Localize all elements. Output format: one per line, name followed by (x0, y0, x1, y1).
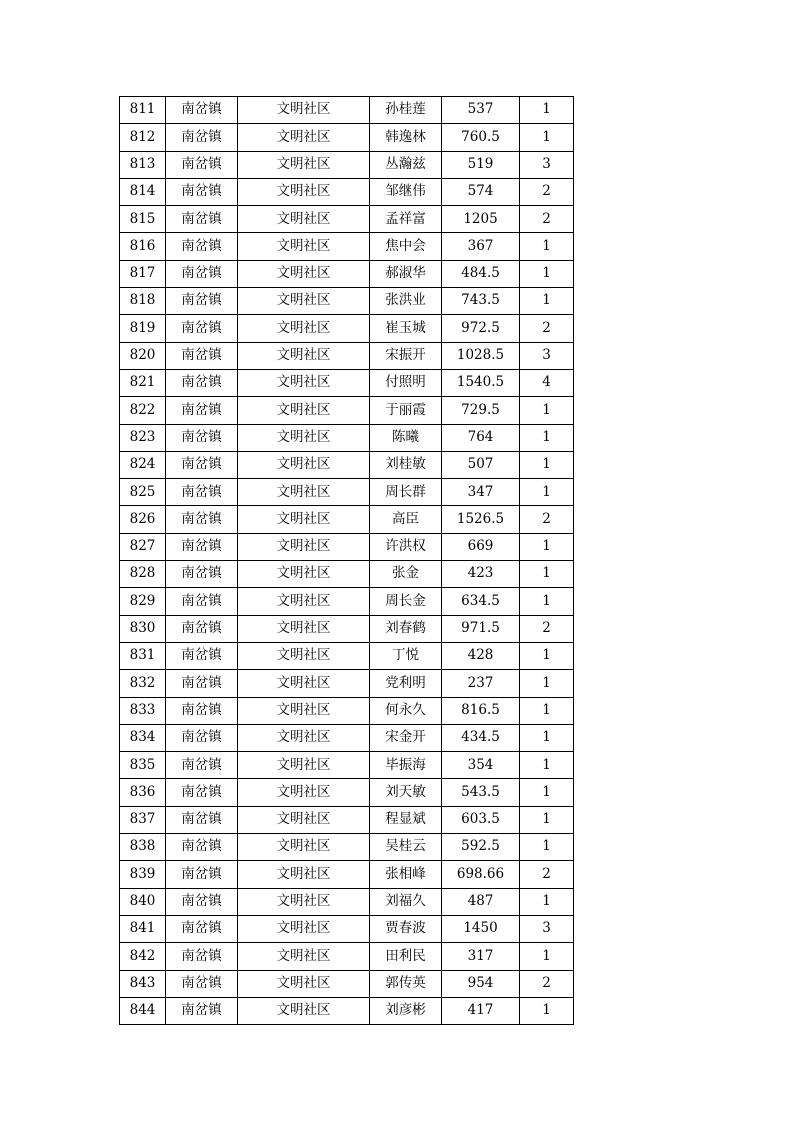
count-cell: 1 (520, 997, 574, 1024)
count-cell: 1 (520, 806, 574, 833)
name-cell: 张金 (370, 561, 442, 588)
row-number-cell: 816 (120, 233, 166, 260)
count-cell: 2 (520, 615, 574, 642)
count-cell: 2 (520, 178, 574, 205)
name-cell: 程显斌 (370, 806, 442, 833)
community-cell: 文明社区 (238, 943, 370, 970)
table-row (120, 342, 574, 369)
row-number-cell: 827 (120, 533, 166, 560)
community-cell: 文明社区 (238, 97, 370, 124)
community-cell: 文明社区 (238, 697, 370, 724)
table-row (120, 397, 574, 424)
row-number-cell: 828 (120, 561, 166, 588)
name-cell: 丁悦 (370, 642, 442, 669)
name-cell: 刘天敏 (370, 779, 442, 806)
row-number-cell: 833 (120, 697, 166, 724)
row-number-cell: 822 (120, 397, 166, 424)
amount-cell: 1205 (442, 206, 520, 233)
table-row (120, 206, 574, 233)
amount-cell: 603.5 (442, 806, 520, 833)
row-number-cell: 818 (120, 288, 166, 315)
name-cell: 韩逸林 (370, 124, 442, 151)
name-cell: 郭传英 (370, 970, 442, 997)
table-row (120, 151, 574, 178)
table-row (120, 479, 574, 506)
row-number-cell: 821 (120, 369, 166, 396)
amount-cell: 1028.5 (442, 342, 520, 369)
amount-cell: 417 (442, 997, 520, 1024)
town-cell: 南岔镇 (166, 861, 238, 888)
amount-cell: 1450 (442, 915, 520, 942)
name-cell: 张相峰 (370, 861, 442, 888)
community-cell: 文明社区 (238, 642, 370, 669)
count-cell: 1 (520, 888, 574, 915)
count-cell: 1 (520, 943, 574, 970)
row-number-cell: 835 (120, 752, 166, 779)
name-cell: 许洪权 (370, 533, 442, 560)
amount-cell: 237 (442, 670, 520, 697)
community-cell: 文明社区 (238, 206, 370, 233)
row-number-cell: 819 (120, 315, 166, 342)
community-cell: 文明社区 (238, 806, 370, 833)
table-row (120, 97, 574, 124)
amount-cell: 764 (442, 424, 520, 451)
town-cell: 南岔镇 (166, 588, 238, 615)
table-body (120, 97, 574, 1025)
row-number-cell: 838 (120, 834, 166, 861)
amount-cell: 1540.5 (442, 369, 520, 396)
community-cell: 文明社区 (238, 970, 370, 997)
table-row (120, 752, 574, 779)
amount-cell: 743.5 (442, 288, 520, 315)
count-cell: 1 (520, 451, 574, 478)
table-row (120, 834, 574, 861)
row-number-cell: 841 (120, 915, 166, 942)
name-cell: 高臣 (370, 506, 442, 533)
community-cell: 文明社区 (238, 561, 370, 588)
amount-cell: 816.5 (442, 697, 520, 724)
amount-cell: 487 (442, 888, 520, 915)
row-number-cell: 820 (120, 342, 166, 369)
name-cell: 何永久 (370, 697, 442, 724)
row-number-cell: 813 (120, 151, 166, 178)
amount-cell: 634.5 (442, 588, 520, 615)
amount-cell: 428 (442, 642, 520, 669)
table-row (120, 861, 574, 888)
table-row (120, 888, 574, 915)
community-cell: 文明社区 (238, 915, 370, 942)
name-cell: 周长金 (370, 588, 442, 615)
amount-cell: 537 (442, 97, 520, 124)
count-cell: 1 (520, 533, 574, 560)
row-number-cell: 836 (120, 779, 166, 806)
table-row (120, 943, 574, 970)
table-row (120, 315, 574, 342)
count-cell: 1 (520, 642, 574, 669)
name-cell: 崔玉城 (370, 315, 442, 342)
amount-cell: 698.66 (442, 861, 520, 888)
name-cell: 刘福久 (370, 888, 442, 915)
name-cell: 吴桂云 (370, 834, 442, 861)
count-cell: 1 (520, 397, 574, 424)
town-cell: 南岔镇 (166, 997, 238, 1024)
table-row (120, 424, 574, 451)
row-number-cell: 842 (120, 943, 166, 970)
town-cell: 南岔镇 (166, 806, 238, 833)
amount-cell: 507 (442, 451, 520, 478)
row-number-cell: 830 (120, 615, 166, 642)
town-cell: 南岔镇 (166, 834, 238, 861)
town-cell: 南岔镇 (166, 151, 238, 178)
town-cell: 南岔镇 (166, 697, 238, 724)
name-cell: 邹继伟 (370, 178, 442, 205)
table-row (120, 615, 574, 642)
town-cell: 南岔镇 (166, 260, 238, 287)
row-number-cell: 811 (120, 97, 166, 124)
community-cell: 文明社区 (238, 260, 370, 287)
name-cell: 孙桂莲 (370, 97, 442, 124)
town-cell: 南岔镇 (166, 533, 238, 560)
name-cell: 张洪业 (370, 288, 442, 315)
community-cell: 文明社区 (238, 315, 370, 342)
amount-cell: 354 (442, 752, 520, 779)
row-number-cell: 831 (120, 642, 166, 669)
town-cell: 南岔镇 (166, 288, 238, 315)
row-number-cell: 814 (120, 178, 166, 205)
amount-cell: 971.5 (442, 615, 520, 642)
row-number-cell: 825 (120, 479, 166, 506)
town-cell: 南岔镇 (166, 178, 238, 205)
community-cell: 文明社区 (238, 233, 370, 260)
community-cell: 文明社区 (238, 997, 370, 1024)
community-cell: 文明社区 (238, 724, 370, 751)
community-cell: 文明社区 (238, 288, 370, 315)
row-number-cell: 840 (120, 888, 166, 915)
amount-cell: 484.5 (442, 260, 520, 287)
count-cell: 1 (520, 233, 574, 260)
table-row (120, 369, 574, 396)
count-cell: 1 (520, 724, 574, 751)
count-cell: 1 (520, 670, 574, 697)
community-cell: 文明社区 (238, 779, 370, 806)
town-cell: 南岔镇 (166, 752, 238, 779)
community-cell: 文明社区 (238, 369, 370, 396)
amount-cell: 543.5 (442, 779, 520, 806)
community-cell: 文明社区 (238, 533, 370, 560)
count-cell: 1 (520, 779, 574, 806)
count-cell: 1 (520, 752, 574, 779)
town-cell: 南岔镇 (166, 397, 238, 424)
count-cell: 1 (520, 260, 574, 287)
count-cell: 3 (520, 151, 574, 178)
town-cell: 南岔镇 (166, 479, 238, 506)
amount-cell: 592.5 (442, 834, 520, 861)
town-cell: 南岔镇 (166, 233, 238, 260)
table-row (120, 506, 574, 533)
table-row (120, 642, 574, 669)
row-number-cell: 812 (120, 124, 166, 151)
name-cell: 宋振开 (370, 342, 442, 369)
table-row (120, 288, 574, 315)
name-cell: 田利民 (370, 943, 442, 970)
count-cell: 1 (520, 288, 574, 315)
table-row (120, 260, 574, 287)
count-cell: 3 (520, 915, 574, 942)
town-cell: 南岔镇 (166, 615, 238, 642)
table-row (120, 233, 574, 260)
count-cell: 2 (520, 206, 574, 233)
row-number-cell: 826 (120, 506, 166, 533)
town-cell: 南岔镇 (166, 670, 238, 697)
community-cell: 文明社区 (238, 124, 370, 151)
community-cell: 文明社区 (238, 752, 370, 779)
row-number-cell: 829 (120, 588, 166, 615)
name-cell: 郝淑华 (370, 260, 442, 287)
amount-cell: 1526.5 (442, 506, 520, 533)
community-cell: 文明社区 (238, 670, 370, 697)
name-cell: 毕振海 (370, 752, 442, 779)
name-cell: 周长群 (370, 479, 442, 506)
name-cell: 党利明 (370, 670, 442, 697)
town-cell: 南岔镇 (166, 506, 238, 533)
town-cell: 南岔镇 (166, 206, 238, 233)
table-row (120, 178, 574, 205)
amount-cell: 347 (442, 479, 520, 506)
town-cell: 南岔镇 (166, 642, 238, 669)
name-cell: 焦中会 (370, 233, 442, 260)
row-number-cell: 823 (120, 424, 166, 451)
amount-cell: 954 (442, 970, 520, 997)
data-table (119, 96, 574, 1025)
count-cell: 2 (520, 861, 574, 888)
community-cell: 文明社区 (238, 834, 370, 861)
count-cell: 1 (520, 124, 574, 151)
town-cell: 南岔镇 (166, 124, 238, 151)
amount-cell: 972.5 (442, 315, 520, 342)
name-cell: 贾春波 (370, 915, 442, 942)
row-number-cell: 834 (120, 724, 166, 751)
town-cell: 南岔镇 (166, 943, 238, 970)
amount-cell: 519 (442, 151, 520, 178)
name-cell: 刘桂敏 (370, 451, 442, 478)
row-number-cell: 837 (120, 806, 166, 833)
name-cell: 刘春鹤 (370, 615, 442, 642)
row-number-cell: 824 (120, 451, 166, 478)
table-row (120, 670, 574, 697)
row-number-cell: 815 (120, 206, 166, 233)
town-cell: 南岔镇 (166, 369, 238, 396)
amount-cell: 367 (442, 233, 520, 260)
town-cell: 南岔镇 (166, 97, 238, 124)
table-row (120, 451, 574, 478)
town-cell: 南岔镇 (166, 724, 238, 751)
community-cell: 文明社区 (238, 397, 370, 424)
town-cell: 南岔镇 (166, 779, 238, 806)
count-cell: 1 (520, 588, 574, 615)
count-cell: 1 (520, 561, 574, 588)
table-row (120, 997, 574, 1024)
town-cell: 南岔镇 (166, 342, 238, 369)
town-cell: 南岔镇 (166, 315, 238, 342)
count-cell: 1 (520, 479, 574, 506)
town-cell: 南岔镇 (166, 424, 238, 451)
table-row (120, 970, 574, 997)
table-row (120, 561, 574, 588)
community-cell: 文明社区 (238, 588, 370, 615)
row-number-cell: 817 (120, 260, 166, 287)
name-cell: 丛瀚兹 (370, 151, 442, 178)
community-cell: 文明社区 (238, 342, 370, 369)
row-number-cell: 839 (120, 861, 166, 888)
name-cell: 宋金开 (370, 724, 442, 751)
count-cell: 1 (520, 424, 574, 451)
community-cell: 文明社区 (238, 615, 370, 642)
count-cell: 1 (520, 697, 574, 724)
table-row (120, 533, 574, 560)
amount-cell: 760.5 (442, 124, 520, 151)
town-cell: 南岔镇 (166, 888, 238, 915)
table-row (120, 915, 574, 942)
name-cell: 刘彦彬 (370, 997, 442, 1024)
count-cell: 1 (520, 834, 574, 861)
table-row (120, 124, 574, 151)
count-cell: 2 (520, 970, 574, 997)
community-cell: 文明社区 (238, 888, 370, 915)
community-cell: 文明社区 (238, 861, 370, 888)
amount-cell: 434.5 (442, 724, 520, 751)
community-cell: 文明社区 (238, 479, 370, 506)
table-row (120, 806, 574, 833)
amount-cell: 423 (442, 561, 520, 588)
community-cell: 文明社区 (238, 424, 370, 451)
name-cell: 于丽霞 (370, 397, 442, 424)
row-number-cell: 832 (120, 670, 166, 697)
name-cell: 陈曦 (370, 424, 442, 451)
community-cell: 文明社区 (238, 451, 370, 478)
name-cell: 付照明 (370, 369, 442, 396)
amount-cell: 729.5 (442, 397, 520, 424)
community-cell: 文明社区 (238, 506, 370, 533)
table-row (120, 588, 574, 615)
table-row (120, 724, 574, 751)
town-cell: 南岔镇 (166, 915, 238, 942)
row-number-cell: 843 (120, 970, 166, 997)
town-cell: 南岔镇 (166, 970, 238, 997)
name-cell: 孟祥富 (370, 206, 442, 233)
count-cell: 4 (520, 369, 574, 396)
count-cell: 2 (520, 315, 574, 342)
table-row (120, 697, 574, 724)
row-number-cell: 844 (120, 997, 166, 1024)
table-row (120, 779, 574, 806)
count-cell: 2 (520, 506, 574, 533)
town-cell: 南岔镇 (166, 561, 238, 588)
amount-cell: 574 (442, 178, 520, 205)
amount-cell: 317 (442, 943, 520, 970)
community-cell: 文明社区 (238, 178, 370, 205)
town-cell: 南岔镇 (166, 451, 238, 478)
amount-cell: 669 (442, 533, 520, 560)
count-cell: 1 (520, 97, 574, 124)
community-cell: 文明社区 (238, 151, 370, 178)
count-cell: 3 (520, 342, 574, 369)
